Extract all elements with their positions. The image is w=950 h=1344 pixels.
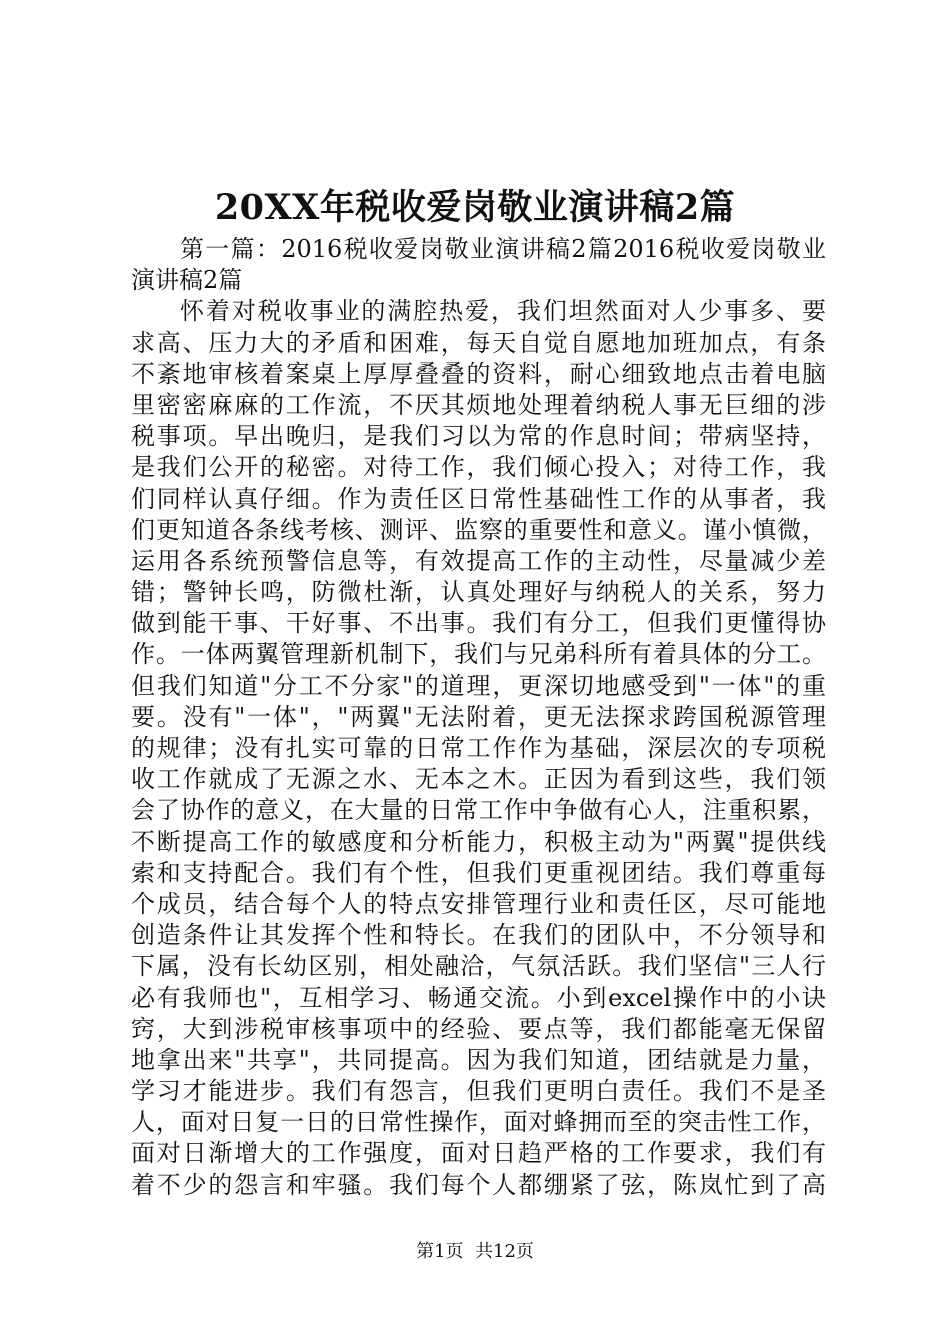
text-line: 必有我师也"，互相学习、畅通交流。小到excel操作中的小诀 — [131, 983, 826, 1012]
text-line: 索和支持配合。我们有个性，但我们更重视团结。我们尊重每 — [131, 858, 826, 887]
text-line: 学习才能进步。我们有怨言，但我们更明白责任。我们不是圣 — [131, 1077, 826, 1106]
text-line: 求高、压力大的矛盾和困难，每天自觉自愿地加班加点，有条 — [131, 328, 826, 357]
text-line: 创造条件让其发挥个性和特长。在我们的团队中，不分领导和 — [131, 921, 826, 950]
text-line: 里密密麻麻的工作流，不厌其烦地处理着纳税人事无巨细的涉 — [131, 390, 826, 419]
text-line: 要。没有"一体"，"两翼"无法附着，更无法探求跨国税源管理 — [131, 702, 826, 731]
text-line: 演讲稿2篇 — [131, 266, 243, 295]
text-line: 着不少的怨言和牢骚。我们每个人都绷紧了弦，陈岚忙到了高 — [131, 1170, 826, 1199]
document-title: 20XX年税收爱岗敬业演讲稿2篇 — [214, 187, 736, 228]
page-number-label: 第1页 共12页 — [416, 1241, 534, 1262]
text-line: 第一篇：2016税收爱岗敬业演讲稿2篇2016税收爱岗敬业 — [180, 235, 826, 263]
text-line: 个成员，结合每个人的特点安排管理行业和责任区，尽可能地 — [131, 889, 826, 918]
text-line: 不紊地审核着案桌上厚厚叠叠的资料，耐心细致地点击着电脑 — [131, 359, 826, 388]
text-line: 会了协作的意义，在大量的日常工作中争做有心人，注重积累， — [131, 796, 826, 825]
text-line: 怀着对税收事业的满腔热爱，我们坦然面对人少事多、要 — [180, 297, 826, 326]
text-line: 错；警钟长鸣，防微杜渐，认真处理好与纳税人的关系，努力 — [131, 578, 826, 607]
text-line: 运用各系统预警信息等，有效提高工作的主动性，尽量减少差 — [131, 546, 826, 575]
page-footer — [0, 1239, 950, 1265]
document-body — [131, 234, 826, 1201]
text-line: 的规律；没有扎实可靠的日常工作作为基础，深层次的专项税 — [131, 734, 826, 762]
text-line: 们更知道各条线考核、测评、监察的重要性和意义。谨小慎微， — [131, 515, 826, 544]
text-line: 做到能干事、干好事、不出事。我们有分工，但我们更懂得协 — [131, 609, 826, 638]
text-line: 们同样认真仔细。作为责任区日常性基础性工作的从事者，我 — [131, 484, 826, 513]
text-line: 但我们知道"分工不分家"的道理，更深切地感受到"一体"的重 — [131, 671, 826, 700]
text-line: 人，面对日复一日的日常性操作，面对蜂拥而至的突击性工作， — [131, 1108, 826, 1137]
text-line: 不断提高工作的敏感度和分析能力，积极主动为"两翼"提供线 — [131, 827, 826, 856]
text-line: 窍，大到涉税审核事项中的经验、要点等，我们都能毫无保留 — [131, 1014, 826, 1043]
text-line: 地拿出来"共享"，共同提高。因为我们知道，团结就是力量， — [131, 1045, 826, 1074]
text-line: 面对日渐增大的工作强度，面对日趋严格的工作要求，我们有 — [131, 1139, 826, 1168]
text-line: 是我们公开的秘密。对待工作，我们倾心投入；对待工作，我 — [131, 453, 826, 482]
text-line: 作。一体两翼管理新机制下，我们与兄弟科所有着具体的分工。 — [131, 640, 826, 669]
text-line: 下属，没有长幼区别，相处融洽，气氛活跃。我们坚信"三人行 — [131, 952, 826, 981]
text-line: 收工作就成了无源之水、无本之木。正因为看到这些，我们领 — [131, 765, 826, 794]
text-line: 税事项。早出晚归，是我们习以为常的作息时间；带病坚持， — [131, 422, 826, 451]
